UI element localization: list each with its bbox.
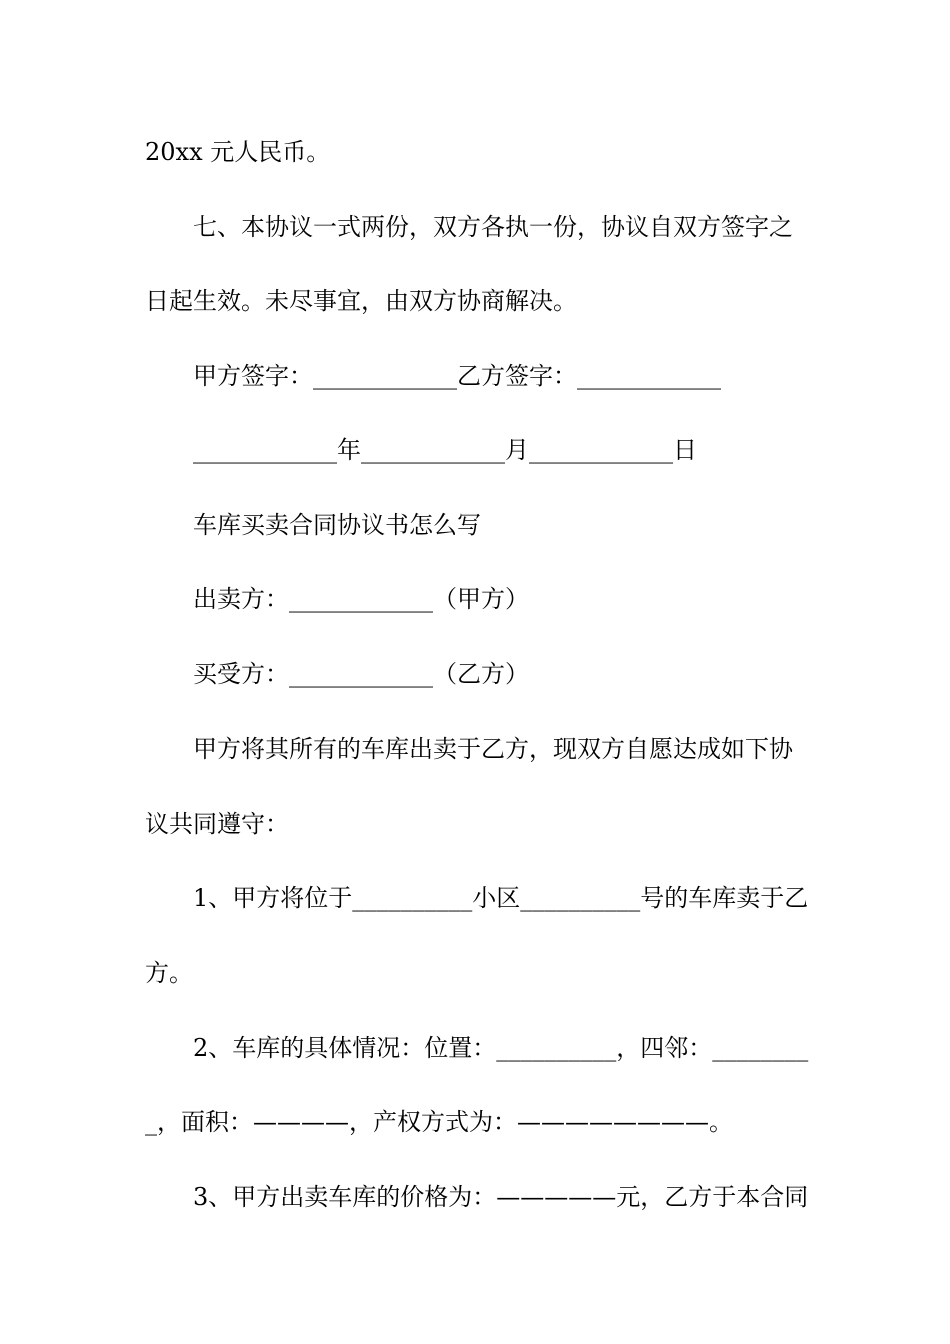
date-line: ____________年____________月____________日 xyxy=(193,436,697,464)
signature-line: 甲方签字：____________乙方签字：____________ xyxy=(193,362,721,390)
buyer-line: 买受方：____________（乙方） xyxy=(193,660,529,688)
text-line-intro-cont: 议共同遵守： xyxy=(145,810,289,838)
text-line-amount: 20xx 元人民币。 xyxy=(145,138,331,166)
text-line-clause-1: 1、甲方将位于__________小区__________号的车库卖于乙 xyxy=(193,884,809,912)
text-line-clause-3: 3、甲方出卖车库的价格为：—————元，乙方于本合同 xyxy=(193,1183,809,1211)
section-title: 车库买卖合同协议书怎么写 xyxy=(193,511,481,539)
text-line-clause-7-cont: 日起生效。未尽事宜，由双方协商解决。 xyxy=(145,287,577,315)
text-line-clause-1-cont: 方。 xyxy=(145,959,193,987)
text-line-clause-7: 七、本协议一式两份，双方各执一份，协议自双方签字之 xyxy=(193,213,793,241)
text-line-clause-2: 2、车库的具体情况：位置：__________，四邻：________ xyxy=(193,1034,809,1062)
text-line-clause-2-cont: _，面积：————，产权方式为：————————。 xyxy=(145,1108,733,1136)
text-line-intro: 甲方将其所有的车库出卖于乙方，现双方自愿达成如下协 xyxy=(193,735,793,763)
seller-line: 出卖方：____________（甲方） xyxy=(193,585,529,613)
